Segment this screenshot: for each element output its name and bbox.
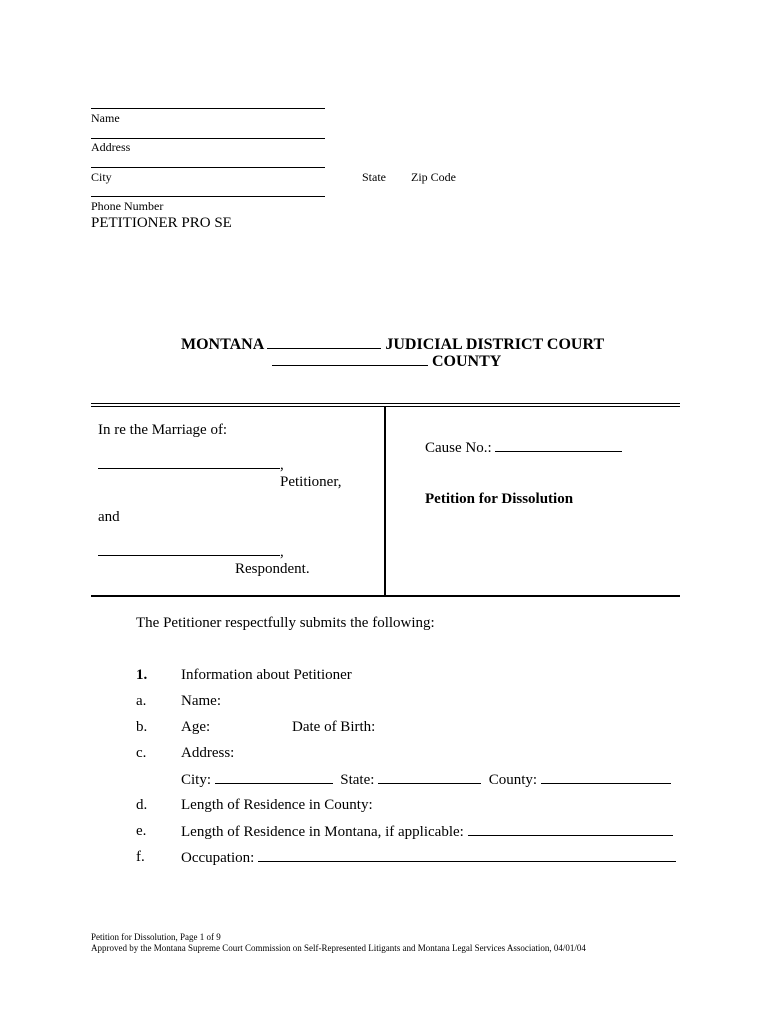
item-letter-b: b.: [136, 719, 148, 735]
address-detail-line: [181, 771, 671, 789]
intro-text: The Petitioner respectfully submits the following:: [136, 615, 435, 631]
item-occupation-line: [181, 849, 676, 867]
court-line-2: [272, 353, 501, 371]
court-line-1: [181, 336, 604, 354]
county-blank[interactable]: [272, 353, 428, 366]
court-title: JUDICIAL DISTRICT COURT: [385, 336, 605, 353]
item-residence-montana: Length of Residence in Montana, if applicable:: [181, 824, 464, 840]
and-label: and: [98, 509, 120, 525]
section-title: Information about Petitioner: [181, 667, 352, 683]
item-letter-d: d.: [136, 797, 148, 813]
name-label: Name: [91, 111, 120, 125]
name-line[interactable]: [91, 108, 325, 109]
state-field-label: State:: [340, 772, 375, 788]
zip-code-label: Zip Code: [411, 170, 456, 184]
item-letter-c: c.: [136, 745, 147, 761]
address-label: Address: [91, 140, 131, 154]
section-number: 1.: [136, 667, 148, 683]
caption-bottom-rule: [91, 595, 680, 597]
address-line[interactable]: [91, 138, 325, 139]
petitioner-name-line[interactable]: ,: [98, 456, 284, 474]
footer-approval: Approved by the Montana Supreme Court Commission on Self-Represented Litigants and Montana Legal Services Association, 04/01/04: [91, 943, 586, 953]
state-blank[interactable]: [378, 771, 481, 784]
item-residence-county: Length of Residence in County:: [181, 797, 373, 813]
cause-label: Cause No.:: [425, 440, 492, 456]
caption-top-rule: [91, 403, 680, 404]
item-date-of-birth: Date of Birth:: [292, 719, 376, 735]
in-re-marriage: In re the Marriage of:: [98, 422, 228, 438]
item-letter-e: e.: [136, 823, 147, 839]
county-field-label: County:: [488, 772, 538, 788]
phone-number-label: Phone Number: [91, 199, 164, 213]
phone-line[interactable]: [91, 196, 325, 197]
city-blank[interactable]: [215, 771, 333, 784]
item-name: Name:: [181, 693, 221, 709]
district-blank[interactable]: [267, 336, 381, 349]
petitioner-pro-se: PETITIONER PRO SE: [91, 215, 232, 231]
item-residence-montana-line: [181, 823, 673, 841]
cause-blank[interactable]: [495, 439, 622, 452]
occupation-blank[interactable]: [258, 849, 676, 862]
county-field-blank[interactable]: [541, 771, 671, 784]
cause-number: [425, 439, 622, 457]
respondent-label: Respondent.: [235, 561, 310, 577]
petitioner-label: Petitioner,: [280, 474, 342, 490]
state-label: State: [362, 170, 386, 184]
caption-divider: [384, 406, 386, 596]
document-title: Petition for Dissolution: [425, 491, 574, 507]
city-line[interactable]: [91, 167, 325, 168]
city-label: City: [91, 170, 112, 184]
item-letter-a: a.: [136, 693, 147, 709]
item-address: Address:: [181, 745, 235, 761]
residence-montana-blank[interactable]: [468, 823, 673, 836]
item-letter-f: f.: [136, 849, 145, 865]
footer-page-info: Petition for Dissolution, Page 1 of 9: [91, 932, 221, 942]
city-field-label: City:: [181, 772, 212, 788]
respondent-name-line[interactable]: ,: [98, 543, 284, 561]
item-occupation: Occupation:: [181, 850, 255, 866]
county-label: COUNTY: [432, 353, 502, 370]
court-state: MONTANA: [181, 336, 264, 353]
item-age: Age:: [181, 719, 211, 735]
